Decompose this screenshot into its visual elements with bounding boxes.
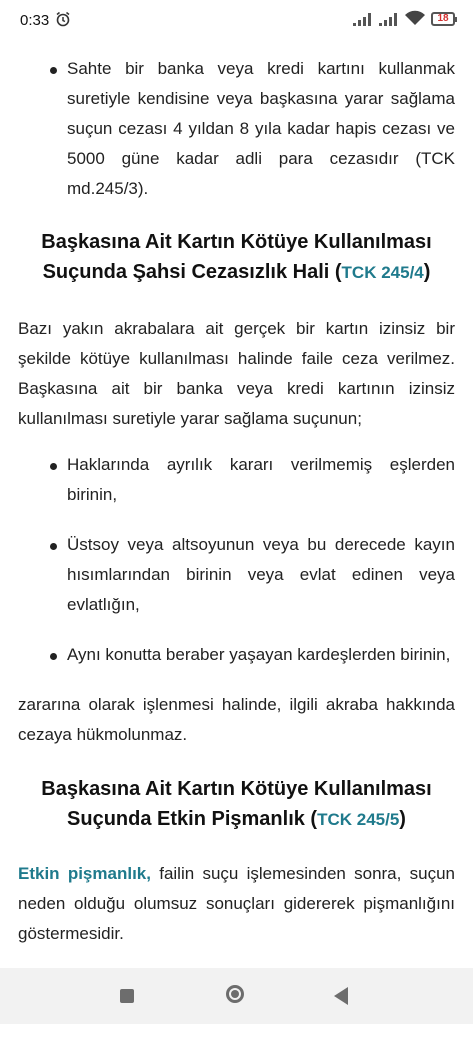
alarm-icon	[55, 11, 71, 27]
section-heading-effective-remorse	[0, 774, 473, 835]
paragraph-intro: Bazı yakın akrabalara ait gerçek bir kartın izinsiz bir şekilde kötüye kullanılması halinde faile ceza verilmez. Başkasına ait bir banka veya kredi kartının izinsiz kullanılması suretiyle yarar sağlama suçunun;	[18, 319, 455, 428]
heading-text: Başkasına Ait Kartın Kötüye Kullanılması Suçunda Şahsi Cezasızlık Hali (	[41, 231, 432, 283]
heading-close: )	[423, 261, 431, 283]
status-icons	[353, 11, 455, 26]
list-item	[67, 54, 455, 204]
bullet-text: Üstsoy veya altsoyunun veya bu derecede kayın hısımlarından birinin veya evlat edinen veya evlatlığın,	[67, 535, 455, 614]
bullet-text: Aynı konutta beraber yaşayan kardeşlerden birinin,	[67, 645, 451, 664]
bullet-list-penalties-2	[0, 54, 473, 204]
bullet-list-relatives	[0, 450, 473, 670]
law-reference-link[interactable]: TCK 245/4	[341, 263, 424, 282]
recent-apps-button[interactable]	[120, 989, 134, 1003]
heading-close: )	[399, 808, 406, 830]
clock: 0:33	[20, 12, 50, 29]
paragraph-effective-remorse	[0, 859, 473, 949]
home-button[interactable]	[226, 985, 244, 1003]
list-item	[67, 450, 455, 510]
paragraph-text: failin suçu işlemesinden sonra, suçun neden olduğu olumsuz sonuçları gidererek pişmanlığını göstermesidir.	[18, 864, 455, 943]
section-heading-personal-impunity	[0, 227, 473, 288]
list-item	[67, 640, 455, 670]
paragraph-outro: zararına olarak işlenmesi halinde, ilgili akraba hakkında cezaya hükmolunmaz.	[18, 695, 455, 744]
navigation-bar	[0, 968, 473, 1024]
signal-icon	[379, 12, 399, 26]
bullet-text: Haklarında ayrılık kararı verilmemiş eşlerden birinin,	[67, 455, 455, 504]
back-button[interactable]	[334, 987, 348, 1005]
battery-icon: 18	[431, 12, 455, 26]
wifi-icon	[405, 11, 425, 26]
list-item	[67, 530, 455, 620]
law-reference-link[interactable]: TCK 245/5	[317, 810, 400, 829]
status-bar	[0, 0, 473, 42]
heading-text: Başkasına Ait Kartın Kötüye Kullanılması Suçunda Etkin Pişmanlık (	[41, 778, 432, 830]
bullet-text: Sahte bir banka veya kredi kartını kullanmak suretiyle kendisine veya başkasına yarar sağlama suçun cezası 4 yıldan 8 yıla kadar hapis cezası ve 5000 güne kadar adli para cezasıdır (TCK md.245/3).	[67, 59, 455, 198]
effective-remorse-link[interactable]: Etkin pişmanlık,	[18, 864, 151, 883]
signal-icon	[353, 12, 373, 26]
article-body	[0, 18, 473, 1044]
